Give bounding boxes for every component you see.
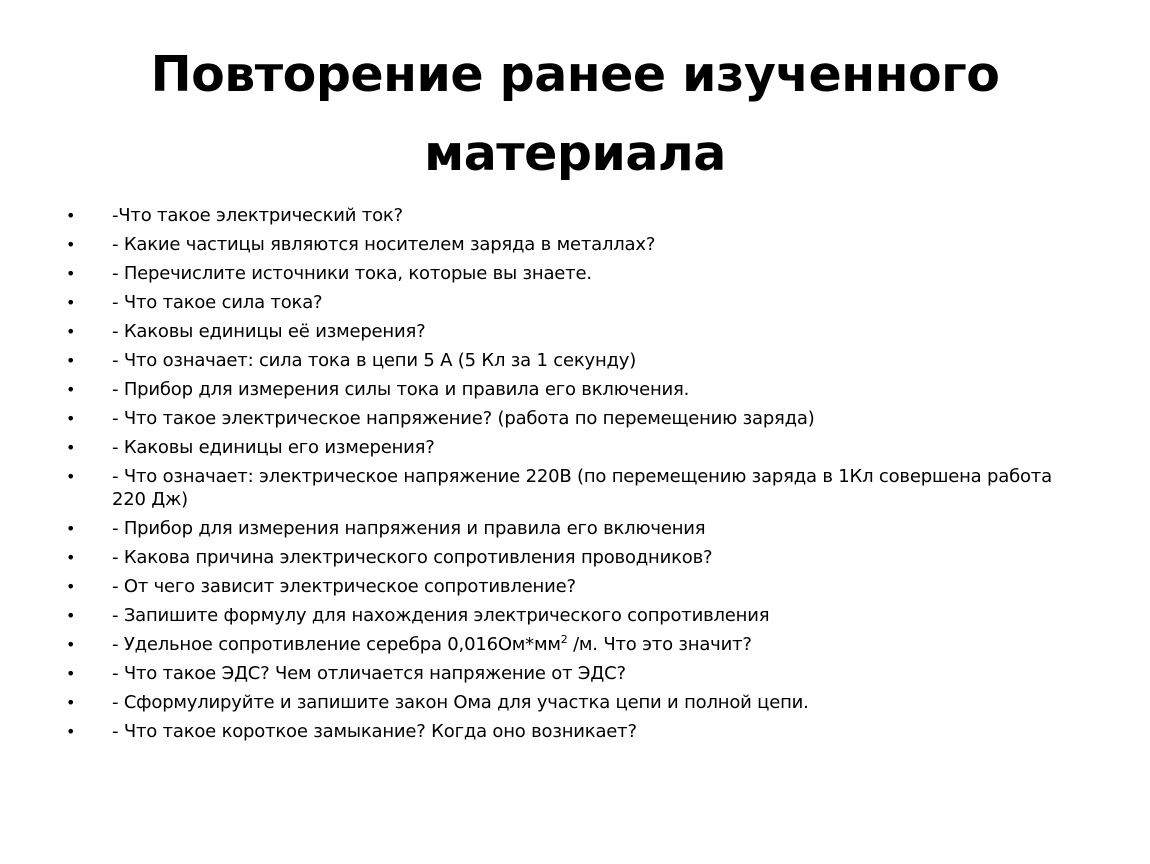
bullet-icon: • [66,351,76,370]
question-text: - Запишите формулу для нахождения электрического сопротивления [112,605,770,626]
question-item [66,320,1066,343]
question-item [66,720,1066,743]
question-text: - Удельное сопротивление серебра 0,016Ом*мм [112,634,561,655]
bullet-icon: • [66,409,76,428]
question-text: - Что означает: сила тока в цепи 5 А (5 Кл за 1 секунду) [112,350,637,371]
question-text: - Что такое сила тока? [112,292,323,313]
question-text: - От чего зависит электрическое сопротивление? [112,576,576,597]
question-text: - Какова причина электрического сопротивления проводников? [112,547,713,568]
slide-title-line-1: Повторение ранее изученного [150,45,1000,103]
bullet-icon: • [66,322,76,341]
question-item [66,575,1066,598]
question-item [66,517,1066,540]
question-item [66,465,1066,511]
question-item [66,291,1066,314]
bullet-icon: • [66,635,76,654]
question-item [66,633,1066,656]
bullet-icon: • [66,519,76,538]
bullet-icon: • [66,722,76,741]
bullet-icon: • [66,577,76,596]
question-item [66,604,1066,627]
question-item [66,233,1066,256]
question-text: - Каковы единицы его измерения? [112,437,435,458]
question-text: - Какие частицы являются носителем заряда в металлах? [112,234,656,255]
bullet-icon: • [66,467,76,486]
question-text-after: /м. Что это значит? [567,634,752,655]
bullet-icon: • [66,548,76,567]
bullet-icon: • [66,438,76,457]
bullet-icon: • [66,664,76,683]
question-text: - Прибор для измерения напряжения и правила его включения [112,518,706,539]
bullet-icon: • [66,693,76,712]
question-text: - Перечислите источники тока, которые вы знаете. [112,263,592,284]
question-text: - Что означает: электрическое напряжение 220В (по перемещению заряда в 1Кл совершена работа 220 Дж) [112,466,1052,510]
bullet-icon: • [66,380,76,399]
slide-title [0,35,1150,193]
question-text: -Что такое электрический ток? [112,205,403,226]
slide-title-line-2: материала [424,124,726,182]
question-item [66,378,1066,401]
question-text: - Сформулируйте и запишите закон Ома для участка цепи и полной цепи. [112,692,809,713]
question-text: - Прибор для измерения силы тока и правила его включения. [112,379,690,400]
question-text: - Что такое электрическое напряжение? (работа по перемещению заряда) [112,408,815,429]
bullet-icon: • [66,206,76,225]
question-text: - Что такое ЭДС? Чем отличается напряжение от ЭДС? [112,663,626,684]
question-item [66,204,1066,227]
question-text: - Что такое короткое замыкание? Когда оно возникает? [112,721,637,742]
question-item [66,546,1066,569]
bullet-icon: • [66,264,76,283]
question-item [66,691,1066,714]
bullet-icon: • [66,606,76,625]
bullet-icon: • [66,293,76,312]
bullet-icon: • [66,235,76,254]
question-item [66,407,1066,430]
question-text: - Каковы единицы её измерения? [112,321,426,342]
question-text-with-superscript [112,634,752,655]
superscript-exponent: 2 [560,633,568,646]
question-item [66,262,1066,285]
question-item [66,349,1066,372]
question-item [66,662,1066,685]
question-item [66,436,1066,459]
question-list [66,204,1066,749]
